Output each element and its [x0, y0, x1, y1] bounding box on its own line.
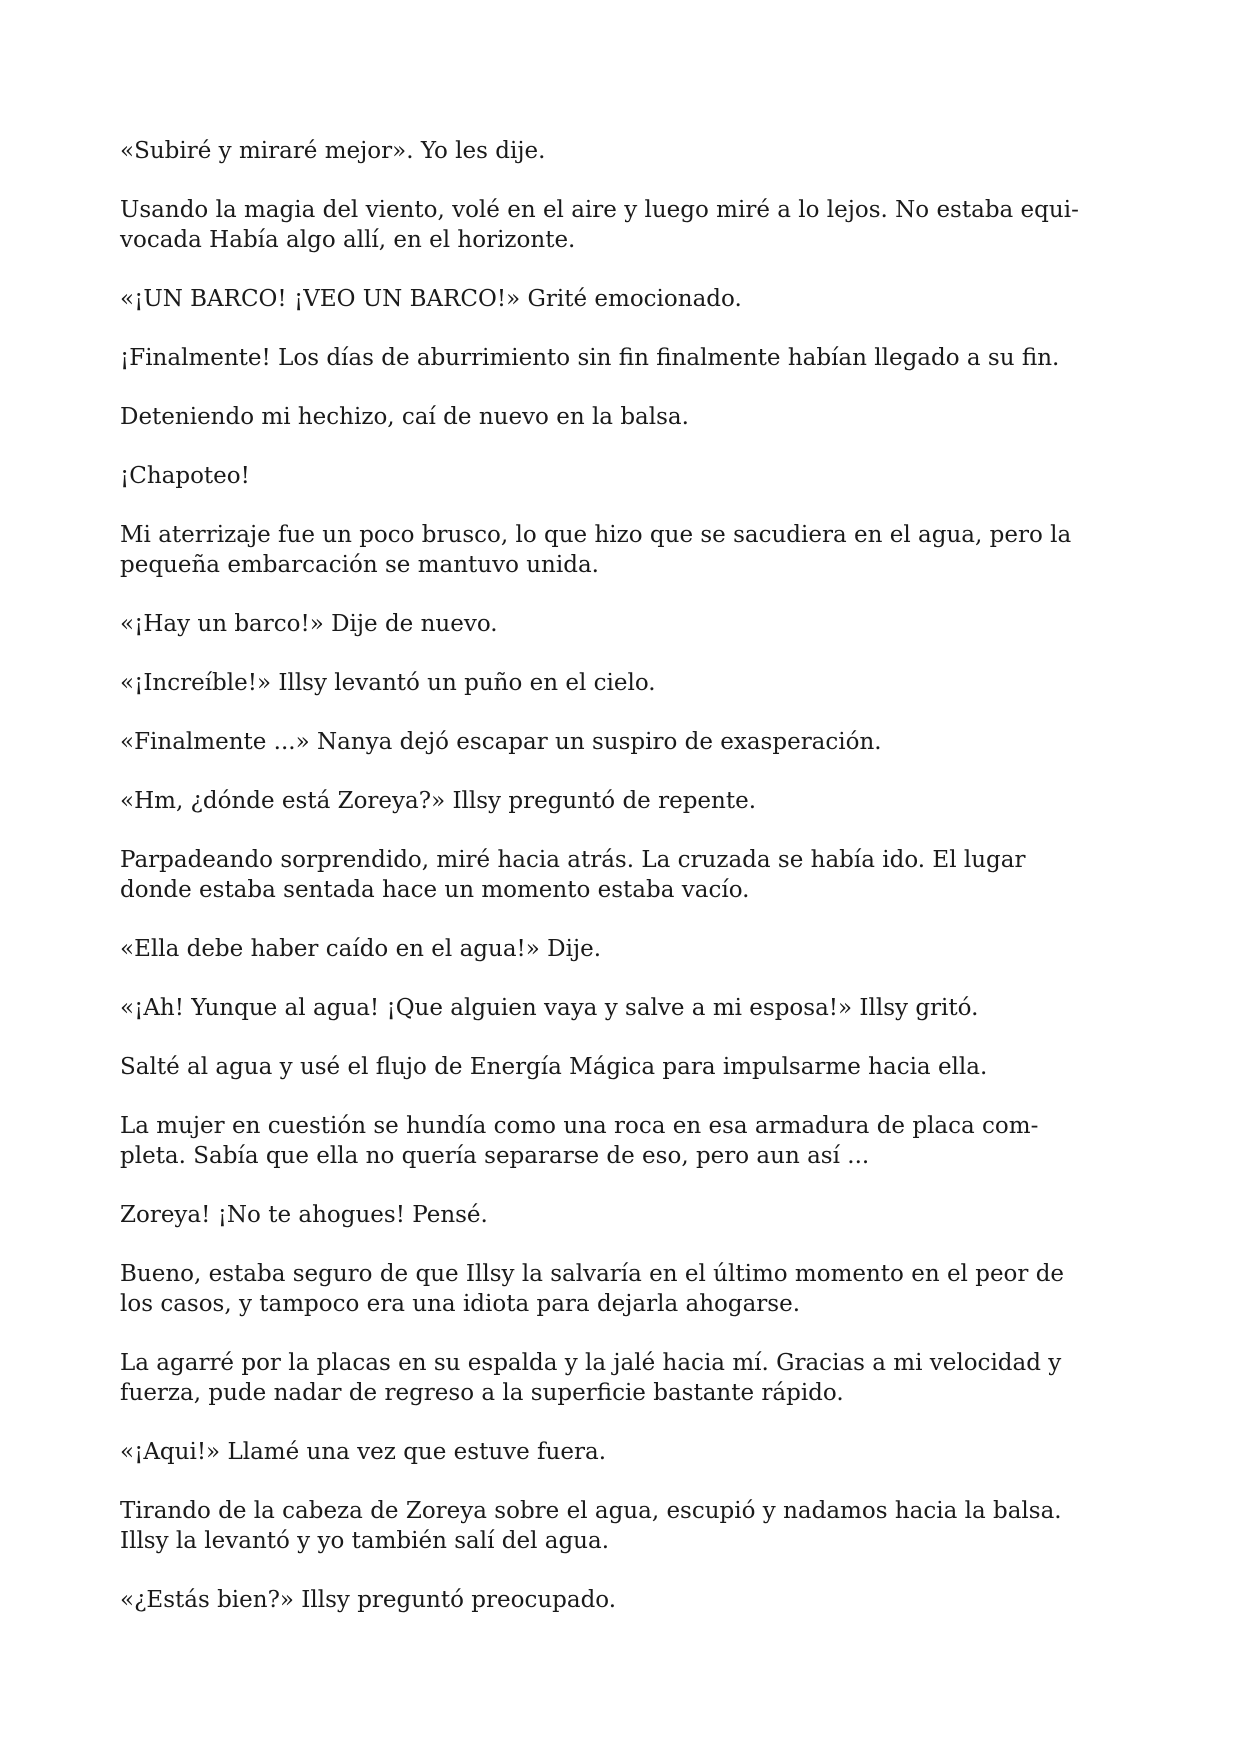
paragraph	[120, 402, 1114, 432]
text-line: Tirando de la cabeza de Zoreya sobre el agua, escupió y nadamos hacia la balsa.	[120, 1498, 1062, 1524]
paragraph	[120, 727, 1114, 757]
paragraph	[120, 1052, 1114, 1082]
paragraph	[120, 1496, 1114, 1556]
paragraph	[120, 609, 1114, 639]
text-line: La agarré por la placas en su espalda y la jalé hacia mí. Gracias a mi velocidad y	[120, 1350, 1062, 1376]
text-line: «Subiré y miraré mejor». Yo les dije.	[120, 138, 546, 164]
text-line: los casos, y tampoco era una idiota para dejarla ahogarse.	[120, 1291, 801, 1317]
text-line: «¡Hay un barco!» Dije de nuevo.	[120, 611, 498, 637]
paragraph	[120, 136, 1114, 166]
text-line: «¿Estás bien?» Illsy preguntó preocupado.	[120, 1587, 617, 1613]
text-line: vocada Había algo allí, en el horizonte.	[120, 227, 576, 253]
paragraph	[120, 668, 1114, 698]
paragraph	[120, 461, 1114, 491]
text-line: «Finalmente ...» Nanya dejó escapar un suspiro de exasperación.	[120, 729, 882, 755]
text-line: Salté al agua y usé el flujo de Energía Mágica para impulsarme hacia ella.	[120, 1054, 988, 1080]
text-line: Deteniendo mi hechizo, caí de nuevo en la balsa.	[120, 404, 689, 430]
text-line: pequeña embarcación se mantuvo unida.	[120, 552, 599, 578]
paragraph	[120, 1585, 1114, 1615]
paragraph	[120, 845, 1114, 905]
text-line: donde estaba sentada hace un momento estaba vacío.	[120, 877, 750, 903]
paragraph	[120, 520, 1114, 580]
text-line: «Hm, ¿dónde está Zoreya?» Illsy preguntó de repente.	[120, 788, 757, 814]
text-line: «¡UN BARCO! ¡VEO UN BARCO!» Grité emocionado.	[120, 286, 742, 312]
text-line: «¡Aqui!» Llamé una vez que estuve fuera.	[120, 1439, 606, 1465]
text-line: Zoreya! ¡No te ahogues! Pensé.	[120, 1202, 488, 1228]
text-line: Usando la magia del viento, volé en el aire y luego miré a lo lejos. No estaba equi-	[120, 197, 1079, 223]
text-line: Mi aterrizaje fue un poco brusco, lo que hizo que se sacudiera en el agua, pero la	[120, 522, 1072, 548]
text-line: «Ella debe haber caído en el agua!» Dije.	[120, 936, 602, 962]
paragraph	[120, 993, 1114, 1023]
paragraph	[120, 1111, 1114, 1171]
text-line: «¡Increíble!» Illsy levantó un puño en el cielo.	[120, 670, 656, 696]
paragraph	[120, 1200, 1114, 1230]
paragraph	[120, 1437, 1114, 1467]
text-line: ¡Chapoteo!	[120, 463, 250, 489]
paragraph	[120, 786, 1114, 816]
text-line: pleta. Sabía que ella no quería separarse de eso, pero aun así ...	[120, 1143, 870, 1169]
text-line: Bueno, estaba seguro de que Illsy la salvaría en el último momento en el peor de	[120, 1261, 1065, 1287]
paragraph	[120, 1259, 1114, 1319]
text-line: Parpadeando sorprendido, miré hacia atrás. La cruzada se había ido. El lugar	[120, 847, 1026, 873]
paragraph	[120, 934, 1114, 964]
text-line: «¡Ah! Yunque al agua! ¡Que alguien vaya y salve a mi esposa!» Illsy gritó.	[120, 995, 979, 1021]
paragraph	[120, 1348, 1114, 1408]
text-line: fuerza, pude nadar de regreso a la superficie bastante rápido.	[120, 1380, 844, 1406]
paragraph	[120, 284, 1114, 314]
paragraph	[120, 343, 1114, 373]
text-body	[120, 136, 1114, 1615]
text-line: Illsy la levantó y yo también salí del agua.	[120, 1528, 610, 1554]
paragraph	[120, 195, 1114, 255]
text-line: La mujer en cuestión se hundía como una roca en esa armadura de placa com-	[120, 1113, 1039, 1139]
text-line: ¡Finalmente! Los días de aburrimiento sin fin finalmente habían llegado a su fin.	[120, 345, 1060, 371]
